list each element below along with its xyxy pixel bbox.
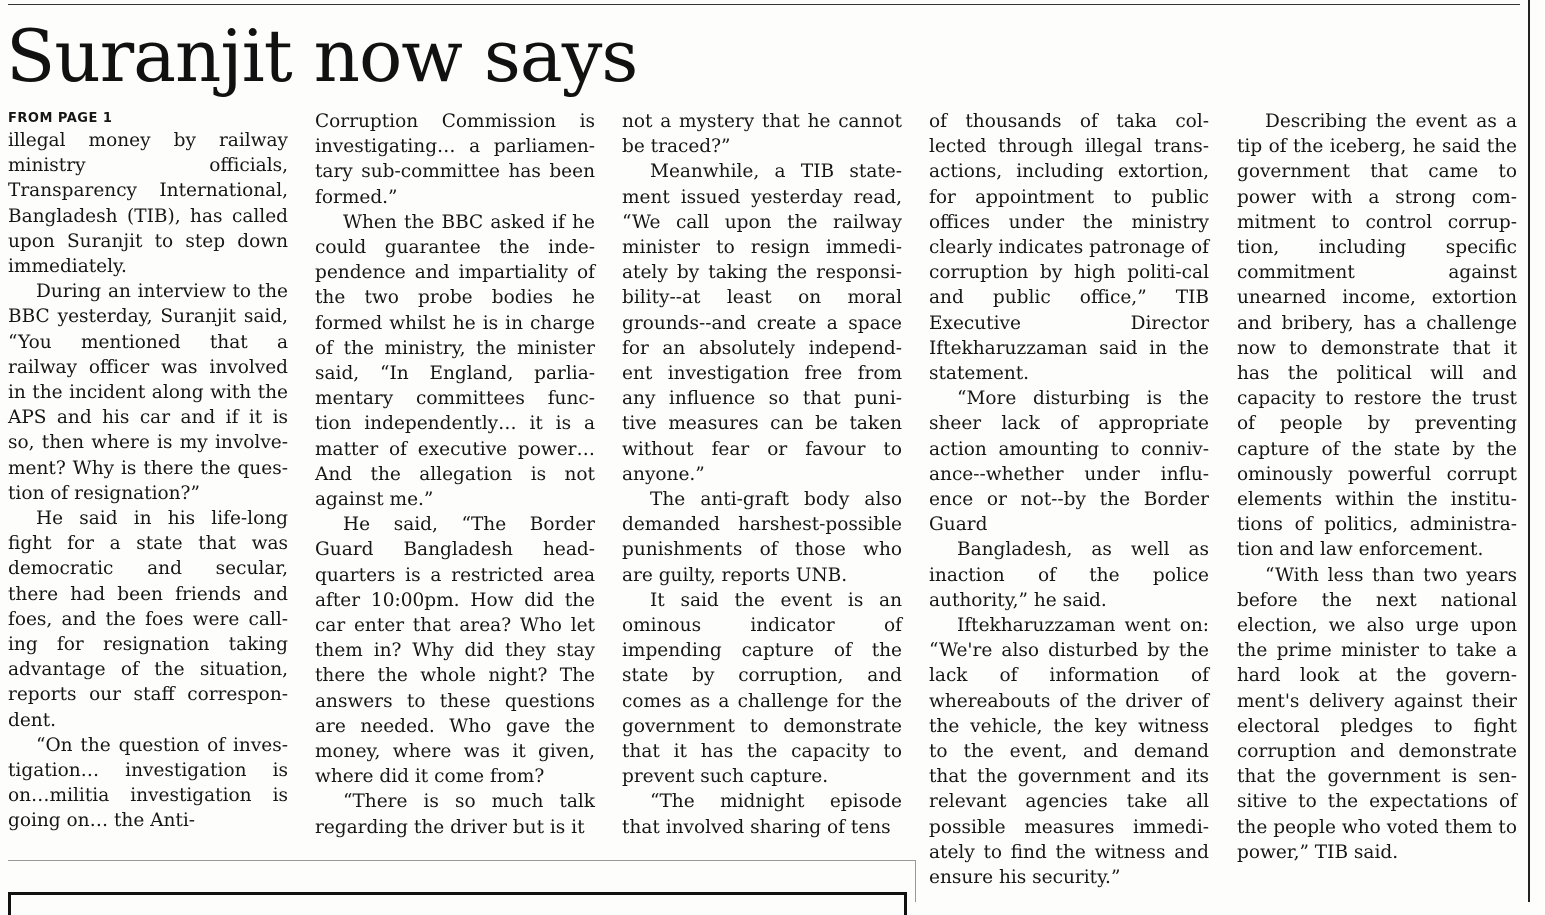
paragraph: It said the event is an ominous indicator of impending capture of the state by corruption, and comes as a challenge for the government to demonstrate that it has the capacity to prevent such capture. bbox=[622, 589, 902, 788]
article-column-1 bbox=[8, 128, 288, 834]
paragraph: The anti-graft body also demanded harshest-possible punishments of those who are guilty, reports UNB. bbox=[622, 489, 902, 586]
adjacent-story-box bbox=[8, 892, 907, 915]
article-column-3 bbox=[622, 109, 902, 840]
paragraph: Meanwhile, a TIB state-ment issued yesterday read, “We call upon the railway minister to resign immedi-ately by taking the responsi-bility--at least on moral grounds--and create a space for an absolutely independ-ent investigation free from any influence so that puni-tive measures can be taken without fear or favour to anyone.” bbox=[622, 161, 902, 485]
page-edge-rule bbox=[1528, 0, 1530, 902]
paragraph: He said in his life-long fight for a state that was democratic and secular, there had been friends and foes, and the foes were call-ing for resignation taking advantage of the situation, reports our staff correspon-dent. bbox=[8, 508, 288, 731]
paragraph: Corruption Commission is investigating… a parliamen-tary sub-committee has been formed.” bbox=[315, 111, 595, 208]
article-column-5 bbox=[1237, 109, 1517, 865]
jump-kicker: FROM PAGE 1 bbox=[8, 111, 113, 126]
paragraph: “On the question of inves-tigation… investigation is on…militia investigation is going on… the Anti- bbox=[8, 734, 288, 832]
paragraph: Bangladesh, as well as inaction of the police authority,” he said. bbox=[929, 539, 1209, 611]
paragraph: “With less than two years before the next national election, we also urge upon the prime minister to take a hard look at the govern-ment's delivery against their electoral pledges to fight corruption and demonstrate that the government is sen-sitive to the expectations of the people who voted them to power,” TIB said. bbox=[1237, 564, 1517, 863]
paragraph: “The midnight episode that involved sharing of tens bbox=[622, 791, 902, 838]
column-divider bbox=[915, 860, 916, 902]
paragraph: During an interview to the BBC yesterday, Suranjit said, “You mentioned that a railway officer was involved in the incident along with the APS and his car and if it is so, then where is my involve-ment? Why is there the ques-tion of resignation?” bbox=[8, 281, 288, 504]
paragraph: of thousands of taka col-lected through illegal trans-actions, including extortion, for appointment to public offices under the ministry clearly indicates patronage of corruption by high politi-cal and public office,” TIB Executive Director Iftekharuzzaman said in the statement. bbox=[929, 111, 1209, 385]
paragraph: illegal money by railway ministry officials, Transparency International, Bangladesh (TIB), has called upon Suranjit to step down immediately. bbox=[8, 130, 288, 278]
paragraph: Iftekharuzzaman went on: “We're also disturbed by the lack of information of whereabouts of the driver of the vehicle, the key witness to the event, and demand that the government and its relevant agencies take all possible measures immedi-ately to find the witness and ensure his security.” bbox=[929, 615, 1209, 889]
paragraph: When the BBC asked if he could guarantee the inde-pendence and impartiality of the two probe bodies he formed whilst he is in charge of the ministry, the minister said, “In England, parlia-mentary committees func-tion independently… it is a matter of executive power… And the allegation is not against me.” bbox=[315, 211, 595, 511]
bottom-rule bbox=[8, 860, 915, 861]
article-column-2 bbox=[315, 109, 595, 840]
article-column-4 bbox=[929, 109, 1209, 890]
paragraph: “There is so much talk regarding the driver but is it bbox=[315, 791, 595, 838]
top-rule bbox=[8, 4, 1520, 5]
paragraph: not a mystery that he cannot be traced?” bbox=[622, 111, 902, 158]
paragraph: He said, “The Border Guard Bangladesh head-quarters is a restricted area after 10:00pm. How did the car enter that area? Who let them in? Why did they stay there the whole night? The answers to these questions are needed. Who gave the money, where was it given, where did it come from? bbox=[315, 514, 595, 788]
paragraph: Describing the event as a tip of the iceberg, he said the government that came to power with a strong com-mitment to control corrup-tion, including specific commitment against unearned income, extortion and bribery, has a challenge now to demonstrate that it has the political will and capacity to restore the trust of people by preventing capture of the state by the ominously powerful corrupt elements within the institu-tions of politics, administra-tion and law enforcement. bbox=[1237, 111, 1517, 561]
headline: Suranjit now says bbox=[6, 14, 638, 98]
paragraph: “More disturbing is the sheer lack of appropriate action amounting to conniv-ance--whether under influ-ence or not--by the Border Guard bbox=[929, 388, 1209, 536]
